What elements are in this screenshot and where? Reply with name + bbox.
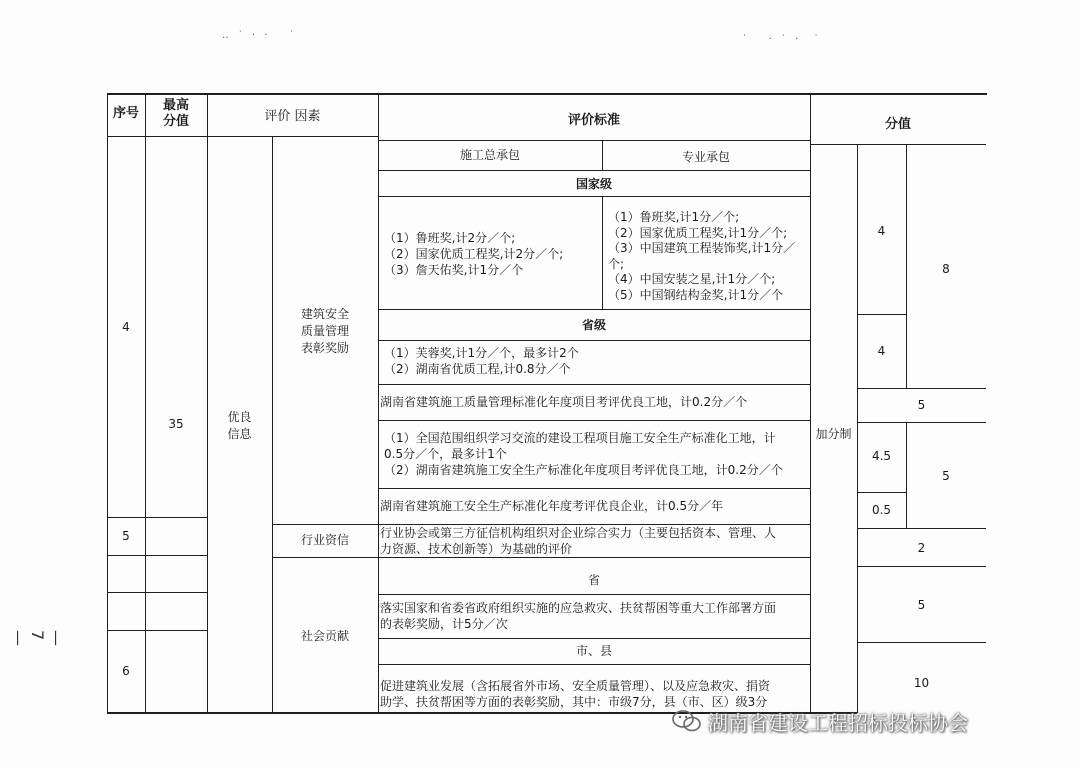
scan-specks-left: ‥ ˙ ‧ ‧ ˙: [222, 30, 298, 41]
score-std-site: 5: [917, 398, 926, 412]
col-general-contract: 施工总承包: [459, 148, 520, 162]
province-social-criteria: 落实国家和省委省政府组织实施的应急救灾、扶贫帮困等重大工作部署方面 的表彰奖励，计5分／次: [380, 601, 777, 631]
max-score-value: 35: [168, 417, 184, 431]
scoring-method: 加分制: [815, 427, 852, 441]
sub-factor-credit: 行业资信: [300, 533, 349, 547]
score-safety-total: 5: [942, 469, 950, 483]
province-awards: （1）芙蓉奖,计1分／个，最多计2个 （2）湖南省优质工程,计0.8分／个: [384, 346, 579, 376]
header-seq: 序号: [112, 106, 139, 121]
level-national: 国家级: [575, 177, 612, 191]
credit-criteria: 行业协会或第三方征信机构组织对企业综合实力（主要包括资本、管理、人 力资源、技术创新等）为基础的评价: [380, 526, 777, 556]
score-safety-sites: 4.5: [871, 449, 892, 463]
header-max-score: 最高 分值: [162, 98, 189, 129]
score-province-social: 5: [917, 598, 926, 612]
score-province: 4: [877, 344, 886, 358]
national-gc-awards: （1）鲁班奖,计2分／个; （2）国家优质工程奖,计2分／个; （3）詹天佑奖,计1分／个: [384, 231, 564, 277]
score-awards-total: 8: [942, 262, 950, 276]
score-city-social: 10: [913, 676, 930, 690]
watermark: [672, 704, 968, 738]
sub-factor-social: 社会贡献: [300, 629, 349, 643]
score-safety-enterprise: 0.5: [871, 503, 892, 517]
header-criteria: 评价标准: [567, 113, 620, 128]
wechat-icon: [672, 709, 702, 733]
score-national: 4: [877, 224, 886, 238]
score-credit: 2: [917, 541, 926, 555]
safety-standard-sites: （1）全国范围组织学习交流的建设工程项目施工安全生产标准化工地，计 0.5分／个，最多计1个 （2）湖南省建筑施工安全生产标准化年度项目考评优良工地，计0.2分／个: [384, 431, 783, 477]
level-province-social: 省: [587, 573, 600, 587]
page-number: — 7 —: [9, 630, 66, 646]
sub-factor-awards: 建筑安全 质量管理 表彰奖励: [300, 307, 349, 355]
level-city-county: 市、县: [575, 644, 612, 658]
header-factors: 评价 因素: [264, 109, 321, 124]
row6-seq: 6: [122, 664, 130, 678]
col-specialty-contract: 专业承包: [681, 150, 730, 164]
row4-seq: 4: [122, 320, 130, 334]
header-score: 分值: [884, 117, 911, 132]
national-sc-awards: （1）鲁班奖,计1分／个; （2）国家优质工程奖,计1分／个; （3）中国建筑工程装饰奖,计1分／ 个; （4）中国安装之星,计1分／个; （5）中国钢结构金奖,计1分／个: [608, 210, 796, 302]
quality-standard-site: 湖南省建筑施工质量管理标准化年度项目考评优良工地，计0.2分／个: [380, 395, 748, 409]
level-province: 省级: [581, 318, 606, 332]
city-social-criteria: 促进建筑业发展（含拓展省外市场、安全质量管理）、以及应急救灾、捐资 助学、扶贫帮困等方面的表彰奖励，其中：市级7分，县（市、区）级3分: [380, 679, 771, 709]
safety-standard-enterprise: 湖南省建筑施工安全生产标准化年度考评优良企业，计0.5分／年: [380, 499, 724, 513]
scan-specks-right: ˙ ‧ ˙ ‧ ˙: [742, 34, 822, 45]
category-excellent-info: 优良 信息: [227, 410, 252, 441]
row5-seq: 5: [122, 529, 130, 543]
watermark-text: 湖南省建设工程招标投标协会: [708, 710, 968, 735]
